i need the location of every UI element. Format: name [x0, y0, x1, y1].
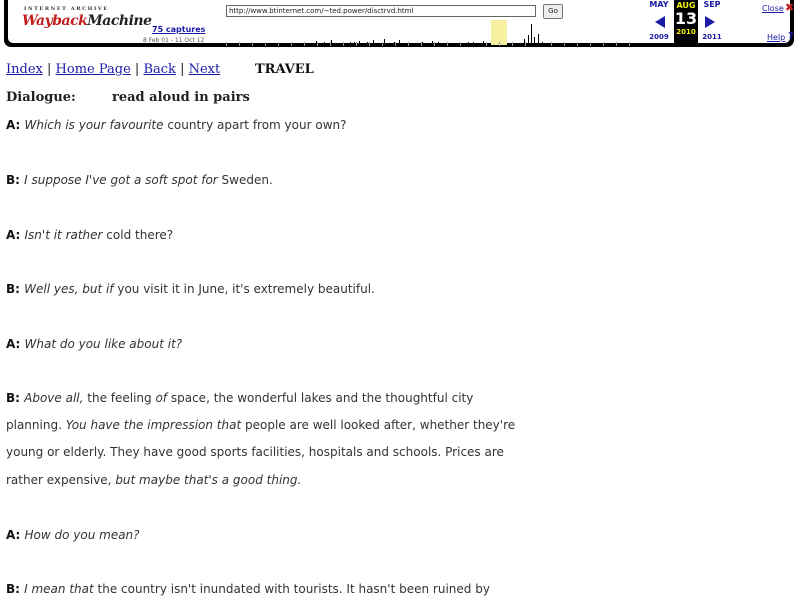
sparkline-bar — [354, 42, 355, 46]
sparkline-bar — [478, 43, 479, 46]
close-link[interactable]: Close — [762, 4, 784, 13]
current-year: 2010 — [676, 28, 696, 36]
close-icon[interactable]: ✖ — [785, 1, 795, 14]
dialogue-line — [6, 445, 504, 459]
wayback-logo[interactable] — [22, 13, 151, 29]
sparkline-bar — [389, 43, 390, 46]
capture-date-range: 8 Feb 01 - 11 Oct 12 — [143, 37, 205, 44]
prev-year[interactable]: 2009 — [649, 33, 669, 41]
dialogue-line — [6, 282, 375, 296]
sparkline-tick — [616, 42, 617, 46]
sparkline-tick — [278, 42, 279, 46]
next-year-col[interactable] — [697, 33, 727, 41]
help-icon[interactable]: ? — [788, 31, 794, 42]
page-title: TRAVEL — [255, 62, 314, 77]
prev-year-col[interactable] — [644, 33, 674, 41]
sparkline-bar — [432, 41, 433, 46]
page-nav — [6, 62, 220, 77]
sparkline-tick — [304, 42, 305, 46]
nav-separator: | — [134, 62, 140, 77]
sparkline-bar — [367, 42, 368, 46]
sparkline-bar — [473, 42, 474, 46]
help-link[interactable]: Help — [767, 33, 786, 42]
dialogue-phrase-italic: of — [155, 391, 168, 405]
prev-capture-arrow-icon[interactable] — [655, 16, 665, 28]
dialogue-text: rather expensive, — [6, 473, 116, 487]
dialogue-line — [6, 582, 490, 596]
dialogue-instruction: read aloud in pairs — [112, 90, 250, 105]
sparkline-bar — [384, 39, 385, 46]
sparkline-tick — [577, 42, 578, 46]
sparkline-tick — [343, 42, 344, 46]
sparkline-tick — [434, 42, 435, 46]
wayback-toolbar — [4, 0, 794, 47]
dialogue-text: Sweden. — [217, 173, 273, 187]
dialogue-phrase-italic: Above all, — [24, 391, 84, 405]
sparkline-tick — [369, 42, 370, 46]
internet-archive-text: INTERNET ARCHIVE — [24, 6, 109, 12]
sparkline-bar — [538, 34, 539, 46]
dialogue-phrase-italic: Isn't it rather — [24, 228, 103, 242]
dialogue-phrase-italic: I suppose I've got a soft spot for — [24, 173, 218, 187]
sparkline-tick — [395, 42, 396, 46]
dialogue-line — [6, 418, 515, 432]
sparkline-bar — [542, 42, 543, 46]
sparkline-tick — [629, 42, 630, 46]
sparkline-tick — [382, 42, 383, 46]
speaker-label: B: — [6, 282, 25, 296]
sparkline-bar — [320, 43, 321, 46]
sparkline-bar — [350, 42, 351, 46]
sparkline-tick — [564, 42, 565, 46]
index-link[interactable]: Index — [6, 62, 43, 77]
wayback-toolbar-inner — [8, 0, 795, 44]
sparkline-bar — [531, 24, 532, 46]
dialogue-phrase-italic: What do you like about it? — [24, 337, 183, 351]
dialogue-text: planning. — [6, 418, 66, 432]
current-day: 13 — [674, 9, 698, 28]
sparkline-tick — [252, 42, 253, 46]
sparkline-bar — [427, 43, 428, 46]
sparkline-tick — [356, 42, 357, 46]
capture-sparkline[interactable] — [226, 20, 642, 46]
sparkline-tick — [317, 42, 318, 46]
sparkline-bar — [399, 40, 400, 46]
prev-month-col[interactable] — [644, 0, 674, 9]
dialogue-line — [6, 337, 182, 351]
logo-machine: Machine — [87, 13, 152, 29]
sparkline-tick — [590, 42, 591, 46]
sparkline-bar — [524, 39, 525, 46]
sparkline-tick — [460, 42, 461, 46]
next-month-col[interactable] — [697, 0, 727, 9]
dialogue-phrase-italic: but maybe that's a good thing. — [115, 473, 302, 487]
captures-link[interactable]: 75 captures — [152, 25, 206, 34]
sparkline-bar — [331, 40, 332, 46]
dialogue-line — [6, 173, 273, 187]
dialogue-text: cold there? — [102, 228, 174, 242]
dialogue-text: people are well looked after, whether they're — [241, 418, 516, 432]
sparkline-bar — [438, 42, 439, 46]
next-year[interactable]: 2011 — [702, 33, 722, 41]
current-month: AUG — [676, 1, 696, 10]
sparkline-tick — [603, 42, 604, 46]
sparkline-tick — [291, 42, 292, 46]
sparkline-bar — [359, 41, 360, 46]
sparkline-tick — [525, 42, 526, 46]
sparkline-bar — [336, 43, 337, 46]
sparkline-tick — [486, 42, 487, 46]
sparkline-tick — [447, 42, 448, 46]
dialogue-line — [6, 528, 140, 542]
sparkline-tick — [265, 42, 266, 46]
sparkline-bar — [528, 35, 529, 46]
sparkline-tick — [499, 42, 500, 46]
dialogue-phrase-italic: You have the impression that — [65, 418, 242, 432]
logo-wayback: Wayback — [22, 13, 88, 29]
dialogue-phrase-italic: How do you mean? — [24, 528, 140, 542]
go-button[interactable]: Go — [543, 4, 563, 19]
dialogue-phrase-italic: Well yes, but if — [24, 282, 114, 296]
url-input[interactable] — [226, 5, 536, 17]
next-month[interactable]: SEP — [703, 0, 721, 9]
sparkline-bar — [316, 41, 317, 46]
sparkline-bar — [443, 43, 444, 46]
sparkline-bar — [422, 42, 423, 46]
speaker-label: B: — [6, 391, 25, 405]
speaker-label: B: — [6, 173, 25, 187]
sparkline-bar — [377, 43, 378, 46]
dialogue-text: young or elderly. They have good sports facilities, hospitals and schools. Prices are — [6, 445, 504, 459]
sparkline-bar — [534, 37, 535, 46]
dialogue-phrase-italic: I mean that — [24, 582, 94, 596]
sparkline-bar — [488, 43, 489, 46]
next-capture-arrow-icon[interactable] — [705, 16, 715, 28]
sparkline-tick — [551, 42, 552, 46]
dialogue-text: the feeling — [83, 391, 156, 405]
sparkline-bar — [483, 41, 484, 46]
dialogue-text: country apart from your own? — [163, 118, 347, 132]
prev-month[interactable]: MAY — [649, 0, 669, 9]
speaker-label: A: — [6, 528, 25, 542]
next-link[interactable]: Next — [188, 62, 221, 77]
back-link[interactable]: Back — [143, 62, 176, 77]
sparkline-bar — [468, 42, 469, 46]
dialogue-text: space, the wonderful lakes and the thoughtful city — [167, 391, 474, 405]
speaker-label: A: — [6, 228, 25, 242]
dialogue-phrase-italic: Which is your favourite — [24, 118, 164, 132]
sparkline-bar — [324, 42, 325, 46]
sparkline-bar — [373, 40, 374, 46]
sparkline-tick — [512, 42, 513, 46]
home-page-link[interactable]: Home Page — [55, 62, 131, 77]
speaker-label: A: — [6, 118, 25, 132]
sparkline-tick — [408, 42, 409, 46]
nav-separator: | — [47, 62, 52, 77]
sparkline-tick — [239, 42, 240, 46]
dialogue-line — [6, 473, 301, 487]
current-capture-date — [674, 0, 698, 43]
dialogue-label: Dialogue: — [6, 90, 76, 105]
dialogue-line — [6, 118, 346, 132]
dialogue-text: the country isn't inundated with tourists. It hasn't been ruined by — [93, 582, 490, 596]
sparkline-tick — [226, 42, 227, 46]
dialogue-line — [6, 228, 173, 242]
speaker-label: A: — [6, 337, 25, 351]
dialogue-text: you visit it in June, it's extremely beautiful. — [113, 282, 375, 296]
sparkline-bar — [394, 42, 395, 46]
nav-separator: | — [180, 62, 185, 77]
sparkline-bar — [363, 43, 364, 46]
dialogue-line — [6, 391, 473, 405]
speaker-label: B: — [6, 582, 25, 596]
